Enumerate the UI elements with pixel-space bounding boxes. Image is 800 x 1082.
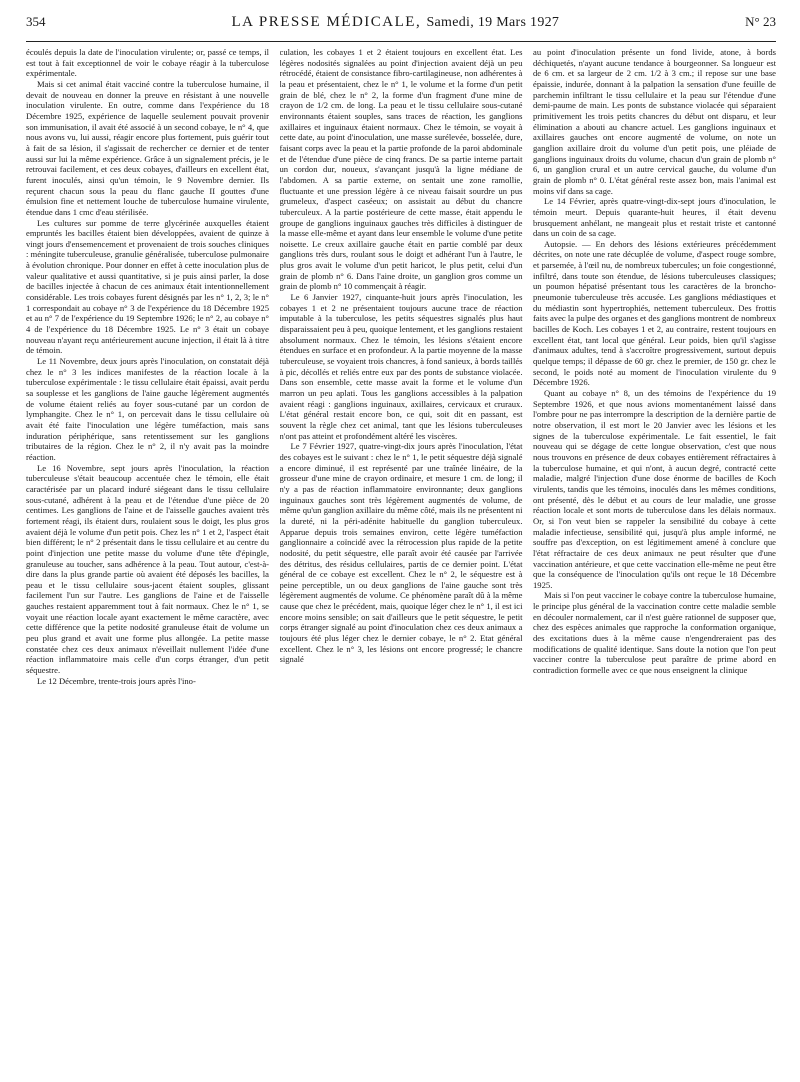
paragraph: Le 16 Novembre, sept jours après l'inoculation, la réaction tuberculeuse s'était beaucoup accentuée chez le témoin, elle était caractérisée par un placard induré siégeant dans le tissu cellulaire sous-cutané, adhérent à la peau et de l'étendue d'une pièce de 20 centimes. Les ganglions de l'aine et de l'aisselle gauches avaient très fortement réagi, ils étaient durs, roulaient sous le doigt, les plus gros avaient déjà le volume d'un petit pois. Chez les n° 1 et 2, l'aspect était bien différent; le n° 2 présentait dans le tissu cellulaire et au centre du point d'injection une petite masse du volume d'une tête d'épingle, granuleuse au toucher, sans adhérence à la peau. Tout autour, c'est-à-dire dans la plus grande partie où avaient été déposés les bacilles, la peau et le tissu cellulaire sous-jacent étaient souples, glissant facilement l'un sur l'autre. Les ganglions de l'aine et de l'aisselle gauches restaient apparemment tout à fait normaux. Chez le n° 1, se voyait une réaction locale ayant exactement le même caractère, avec cette différence que la petite nodosité granuleuse était de volume un peu plus grand et avait une forme plus allongée. La petite masse constatée chez ces deux animaux n'éveillait nullement l'idée d'une réaction inflammatoire mais celle d'un corps étranger, d'un petit séquestre. — [26, 462, 269, 676]
journal-line: LA PRESSE MÉDICALE, Samedi, 19 Mars 1927 — [231, 14, 560, 30]
paragraph: Mais si cet animal était vacciné contre la tuberculose humaine, il devait de nouveau en donner la preuve en résistant à une nouvelle inoculation virulente. En outre, comme dans l'expérience du 18 Décembre 1925, expérience de laquelle seulement pouvait provenir son immunisation, il avait été associé à un second cobaye, le n° 4, que nous avons vu, lui aussi, réagir encore plus fortement, puis guérir tout à fait de sa lésion, il s'agissait de rechercher ce dernier et de tenter aussi sur lui la même expérience. Grâce à un signalement précis, je le retrouvai facilement, et ces deux cobayes, d'ailleurs en excellent état, furent inoculés, ainsi qu'un témoin, le 9 Novembre dernier. Ils reçurent chacun sous la peau du flanc gauche II gouttes d'une émulsion fine et nettement louche de tuberculose humaine virulente, étendue dans 1 cmc d'eau stérilisée. — [26, 78, 269, 217]
paragraph: Les cultures sur pomme de terre glycérinée auxquelles étaient empruntés les bacilles étaient bien développées, avaient de quinze à vingt jours d'ensemencement et provenaient de trois souches cliniques : méningite tuberculeuse, granulie généralisée, tuberculose pulmonaire à évolution chronique. Pour donner en effet à cette inoculation plus de valeur qualitative et aussi quantitative, si je puis ainsi parler, la dose de bacilles injectée à chacun de ces animaux était intentionnellement considérable. Les trois cobayes furent désignés par les n° 1, 2, 3; le n° 1 correspondait au cobaye n° 3 de l'expérience du 18 Décembre 1925 et au n° 7 de l'expérience du 19 Septembre 1926; le n° 2, au cobaye n° 4 de l'expérience du 18 Décembre 1925. Le n° 3 était un cobaye nouveau n'ayant reçu antérieurement aucune injection, il était là à titre de témoin. — [26, 217, 269, 356]
paragraph: Le 6 Janvier 1927, cinquante-huit jours après l'inoculation, les cobayes 1 et 2 ne présentaient toujours aucune trace de réaction imputable à la tuberculose, les petits séquestres signalés plus haut disparaissaient peu à peu, quoique lentement, et les ganglions restaient absolument normaux. Chez le témoin, les lésions s'étaient encore étendues en surface et en profondeur. A la partie moyenne de la masse tuberculeuse, se voyaient trois chancres, à fond sanieux, à bords taillés à pic, décollés et reliés entre eux par des ponts de substance violacée. Dans son ensemble, cette masse avait la forme et le volume d'un marron un peu aplati. Tous les ganglions accessibles à la palpation avaient réagi : ganglions inguinaux, axillaires, cervicaux et cruraux. L'état général restait encore bon, ce qui, soit dit en passant, est souvent la règle chez cet animal, tant que les lésions tuberculeuses n'ont pas atteint et profondément altéré les viscères. — [279, 292, 523, 441]
issue-date: Samedi, 19 Mars 1927 — [426, 15, 560, 30]
page-header — [26, 14, 776, 36]
page-number: 354 — [26, 14, 46, 29]
paragraph: Le 12 Décembre, trente-trois jours après l'ino- — [37, 675, 196, 686]
paragraph: Autopsie. — En dehors des lésions extérieures précédemment décrites, on note une rate décuplée de volume, d'aspect rouge sombre, et parsemée, à l'œil nu, de nombreux tubercules; un foie congestionné, infiltré, dans toute son étendue, de lésions tuberculeuses classiques; un poumon hépatisé présentant tous les caractères de la broncho-pneumonie tuberculeuse très accusée. Les ganglions médiastiques et du médiastin sont hypertrophiés, nettement tuberculeux. Des frottis faits avec la pulpe des organes et des ganglions montrent de nombreux bacilles de Koch. Les cobayes 1 et 2, au contraire, restent toujours en excellent état, tant local que général. Leur poids, bien qu'il s'agisse d'animaux adultes, tend à s'accroître progressivement, surtout depuis quelque temps; il dépasse de 60 gr. chez le premier, de 150 gr. chez le second, le poids noté au moment de l'inoculation virulente du 9 Décembre 1926. — [533, 238, 776, 388]
column-right — [533, 47, 776, 1077]
paragraph: culation, les cobayes 1 et 2 étaient toujours en excellent état. Les légères nodosités signalées au point d'injection avaient déjà un peu rétrocédé, étaient de consistance fibro-cartilagineuse, non adhérentes à la peau et présentaient, chez le n° 1, le volume et la forme d'un petit grain de blé, chez le n° 2, la forme d'un fragment d'une mine de crayon de 1/2 cm. de long. La peau et le tissu cellulaire sous-cutané environnants étaient souples, sans traces de réaction, les ganglions axillaires et inguinaux étaient normaux. Chez le témoin, se voyait à cette date, au point d'inoculation, une masse surélevée, bosselée, dure, faisant corps avec la peau et la partie profonde de la paroi abdominale et de l'étendue d'une pièce de cinq francs. De sa partie interne partait un cordon dur, noueux, s'avançant jusqu'à la ligne médiane de l'abdomen. A sa partie externe, on sentait une zone ramollie, fluctuante et une pression légère à ce niveau faisait sourdre un pus grumeleux, d'aspect caséeux; on assistait au début du chancre tuberculeux. A la partie postérieure de cette masse, était appendu le groupe de ganglions inguinaux gauches très difficiles à distinguer de la masse elle-même et ayant dans leur ensemble le volume d'une petite noisette. Le creux axillaire gauche était en partie comblé par deux ganglions très durs, roulant sous le doigt et adhérant l'un à l'autre, le plus gros avait le volume d'un petit haricot, le plus petit, celui d'un grain de plomb n° 6. Dans l'aine droite, un ganglion gros comme un grain de plomb n° 10 commençait à réagir. — [279, 47, 523, 292]
text-columns — [26, 47, 776, 1077]
issue-number: N° 23 — [745, 14, 776, 29]
paragraph: Le 11 Novembre, deux jours après l'inoculation, on constatait déjà chez le n° 3 les indices manifestes de la réaction locale à la tuberculose expérimentale : le tissu cellulaire était épaissi, avait perdu sa souplesse et les ganglions de l'aine gauche légèrement augmentés de volume étaient reliés au foyer sous-cutané par un cordon de lymphangite. Chez le n° 1, on percevait dans le tissu cellulaire où avait été faite l'inoculation une légère tuméfaction, mais sans induration périphérique, sans retentissement sur les ganglions tributaires de la région. Chez le n° 2, il n'y avait pas la moindre réaction. — [26, 356, 269, 462]
header-rule — [26, 41, 776, 42]
journal-title: LA PRESSE MÉDICALE — [231, 14, 416, 30]
paragraph: écoulés depuis la date de l'inoculation virulente; or, passé ce temps, il est tout à fait exceptionnel de voir le cobaye réagir à la tuberculose expérimentale. — [26, 47, 269, 79]
column-middle — [280, 47, 523, 1077]
column-left — [26, 47, 269, 1077]
paragraph: Le 14 Février, après quatre-vingt-dix-sept jours d'inoculation, le témoin meurt. Depuis quarante-huit heures, il était devenu brusquement anhélant, ne mangeait plus et restait triste et cantonné dans un coin de sa cage. — [533, 196, 776, 239]
paragraph: Quant au cobaye n° 8, un des témoins de l'expérience du 19 Septembre 1926, et que nous avions momentanément laissé dans l'ombre pour ne pas interrompre la description de la dernière partie de notre observation, il est mort le 20 Janvier avec les lésions et les signes de la tuberculose expérimentale. Le fait essentiel, le fait nouveau qui se dégage de cette longue observation, c'est que nous nous trouvons en présence de deux cobayes entièrement réfractaires à la tuberculose humaine, et qui n'ont, à aucun degré, contracté cette maladie, malgré l'injection d'une dose énorme de bacilles de Koch virulents, tandis que les témoins, inoculés dans les mêmes conditions, ont présenté, dès le début et au cours de leur maladie, une grosse réaction locale et sont morts de tuberculose dans les délais normaux. Or, si l'on veut bien se rappeler la sensibilité du cobaye à cette maladie infectieuse, sensibilité qui, jusqu'à plus ample informé, ne souffre pas d'exception, on est légitimement amené à conclure que l'état réfractaire de ces deux animaux ne peut résulter que d'une vaccination antérieure, et que cette vaccination elle-même ne peut être que la conséquence de l'inoculation qu'ils ont reçue le 18 Décembre 1925. — [533, 388, 776, 590]
paragraph: Mais si l'on peut vacciner le cobaye contre la tuberculose humaine, le principe plus général de la vaccination contre cette maladie semble en découler normalement, car il n'est guère rationnel de supposer que, chez des espèces animales que rapproche la conformation organique, des excitations dues à la même cause n'engendreraient pas des modifications de qualité identique. Sans doute la notion que l'on peut vacciner contre la tuberculose peut paraître de prime abord en contradiction formelle avec ce que nous enseignent la clinique — [533, 590, 776, 676]
paragraph: Le 7 Février 1927, quatre-vingt-dix jours après l'inoculation, l'état des cobayes est le suivant : chez le n° 1, le petit séquestre déjà signalé a encore diminué, il est représenté par une traînée linéaire, de la grosseur d'une mine de crayon ordinaire, et mesure 1 cm. de long; il n'y a pas de réaction inflammatoire environnante; deux ganglions inguinaux gauches sont très légèrement augmentés de volume, de même qu'un ganglion axillaire du même côté, mais ils ne présentent ni la dureté, ni la péri-adénite habituelle du ganglion tuberculeux. Apparue depuis trois semaines environ, cette légère tuméfaction ganglionnaire a coïncidé avec la rétrocession plus rapide de la petite nodosité, du petit séquestre, elle paraît avoir été causée par l'arrivée des détritus, des résidus cellulaires, partis de ce dernier point. L'état général de ce cobaye est excellent. Chez le n° 2, le séquestre est à peine perceptible, un ou deux ganglions de l'aine gauche sont très légèrement augmentés de volume. Ce phénomène paraît dû à la même cause que chez le précédent, mais, quoique léger chez le n° 1, il est ici encore moins sensible; on sait d'ailleurs que le petit séquestre, le petit corps étranger signalé au point d'inoculation chez ces deux animaux a toujours été plus léger chez le dernier cobaye, le n° 2. Etat général excellent. Chez le n° 3, les lésions ont encore progressé; le chancre signalé — [279, 441, 523, 665]
paragraph: au point d'inoculation présente un fond livide, atone, à bords déchiquetés, n'ayant aucune tendance à bourgeonner. Sa longueur est de 6 cm. et sa largeur de 2 cm. 1/2 à 3 cm.; il repose sur une base épaissie, indurée, donnant à la palpation la sensation d'une feuille de parchemin infiltrant le tissu cellulaire et la peau sur l'étendue d'une demi-paume de main. Les ponts de substance violacée qui séparaient primitivement les trois petits chancres du début ont disparu, et leur élimination a abouti au chancre actuel. Les ganglions inguinaux et axillaires gauches ont encore augmenté de volume, on note un ganglion axillaire droit du volume d'un petit pois, une pléiade de ganglions inguinaux droits du volume, chacun d'un grain de plomb n° 6, un ganglion crural et un autre cervical gauche, du volume d'un grain de plomb n° 0. L'état général reste assez bon, mais l'animal est moins vif dans sa cage. — [533, 47, 776, 196]
